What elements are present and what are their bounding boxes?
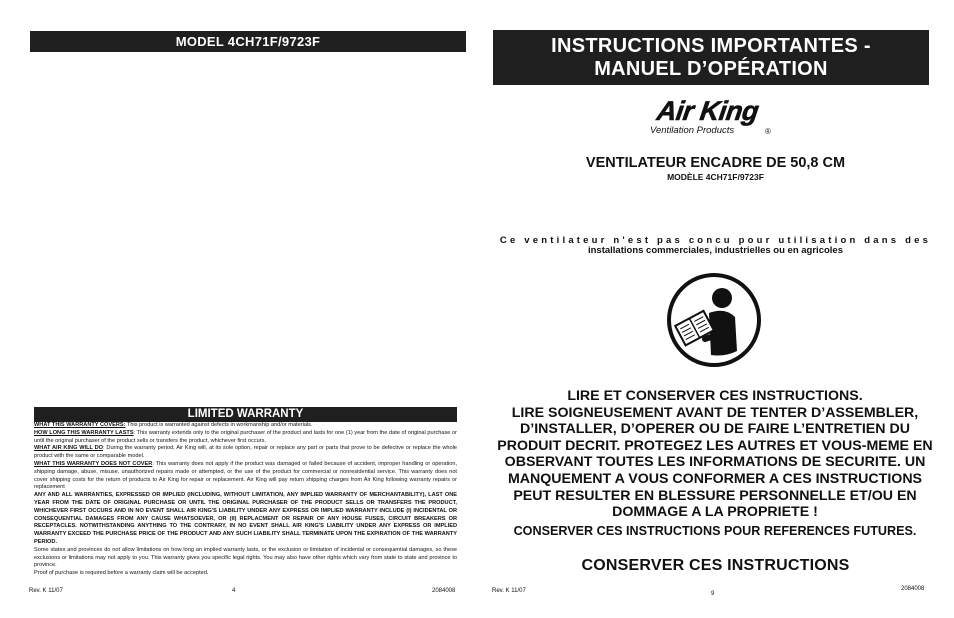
covers-text: This product is warranted against defects in workmanship and/or materials. bbox=[125, 422, 313, 428]
notice-line-1: Ce ventilateur n'est pas concu pour utilisation dans des bbox=[499, 235, 932, 246]
lasts-text: : This warranty extends only to the original purchaser of the product and lasts for one (1) year from the date of original purchase or until the original purchaser of the product sells or transfers the product, whichever first occurs. bbox=[34, 429, 457, 444]
person-reading-manual-icon bbox=[665, 271, 763, 369]
instruction-line: MANQUEMENT A VOUS CONFORMER A CES INSTRUCTIONS bbox=[507, 470, 923, 487]
warranty-text bbox=[34, 422, 457, 578]
limited-warranty-header: LIMITED WARRANTY bbox=[34, 407, 457, 422]
warranty-lasts bbox=[34, 430, 457, 446]
product-model: MODÈLE 4CH71F/9723F bbox=[667, 172, 764, 182]
right-footer-code: 2084008 bbox=[901, 586, 925, 592]
safety-instructions bbox=[495, 388, 935, 539]
left-footer-code: 2084008 bbox=[432, 588, 456, 594]
notice-line-2: installations commerciales, industrielles ou en agricoles bbox=[587, 245, 843, 256]
right-footer-page: 9 bbox=[711, 591, 715, 597]
conserve-heading: CONSERVER CES INSTRUCTIONS bbox=[581, 557, 850, 574]
logo-registered: ® bbox=[765, 127, 771, 136]
instruction-line: LIRE SOIGNEUSEMENT AVANT DE TENTER D’ASSEMBLER, bbox=[511, 404, 919, 421]
title-line-1: INSTRUCTIONS IMPORTANTES - bbox=[551, 35, 871, 57]
will-do-text: : During the warranty period, Air King will, at its sole option, repair or replace any part or parts that prove to be defective or replace the whole product with the same or comparable model. bbox=[34, 445, 457, 460]
product-title: VENTILATEUR ENCADRE DE 50,8 CM bbox=[585, 155, 846, 171]
logo-tagline: Ventilation Products bbox=[650, 125, 735, 136]
warranty-states: Some states and provinces do not allow limitations on how long an implied warranty lasts, or the exclusion or limitation of incidental or consequential damages, so these exclusions or limitations may not apply to you. This warranty gives you specific legal rights. You may also have other rights which vary from state to state and province to province. bbox=[34, 546, 457, 569]
not-cover-label: WHAT THIS WARRANTY DOES NOT COVER bbox=[34, 460, 153, 467]
warranty-implied: ANY AND ALL WARRANTIES, EXPRESSED OR IMPLIED (INCLUDING, WITHOUT LIMITATION, ANY IMPLIED WARRANTY OF MERCHANTABILITY), LAST ONE YEAR FROM THE DATE OF ORIGINAL PURCHASE OR UNTIL THE ORIGINAL PURCHASER OF THE PRODUCT SELLS OR TRANSFERS THE PRODUCT, WHICHEVER FIRST OCCURS AND IN NO EVENT SHALL AIR KING'S LIABILITY UNDER ANY EXPRESS OR IMPLIED WARRANTY INCLUDE (I) INCIDENTAL OR CONSEQUENTIAL DAMAGES FROM ANY CAUSE WHATSOEVER, OR (II) REPLACMENT OR REPAIR OF ANY HOUSE FUSES, CIRCUIT BREAKERS OR RECEPTACLES. NOTWITHSTANDING ANYTHING TO THE CONTRARY, IN NO EVENT SHALL AIR KING'S LIABILITY UNDER ANY EXPRESS OR IMPLIED WARRANTY EXCEED THE PURCHASE PRICE OF THE PRODUCT AND ANY SUCH LIABILITY SHALL TERMINATE UPON THE EXPIRATION OF THE WARRANTY PERIOD. bbox=[34, 492, 457, 545]
right-page bbox=[477, 0, 954, 618]
instruction-line: PRODUIT DECRIT. PROTEGEZ LES AUTRES ET VOUS-MEME EN bbox=[497, 437, 933, 454]
instruction-line: D’INSTALLER, D’OPERER OU DE FAIRE L’ENTRETIEN DU bbox=[520, 421, 910, 438]
lasts-label: HOW LONG THIS WARRANTY LASTS bbox=[34, 429, 134, 436]
left-footer-rev: Rev. K 11/07 bbox=[29, 588, 63, 594]
instruction-keep-line: CONSERVER CES INSTRUCTIONS POUR REFERENCES FUTURES. bbox=[513, 523, 917, 538]
covers-label: WHAT THIS WARRANTY COVERS: bbox=[34, 422, 126, 428]
instruction-line: LIRE ET CONSERVER CES INSTRUCTIONS. bbox=[567, 388, 863, 404]
will-do-label: WHAT AIR KING WILL DO bbox=[34, 445, 104, 452]
warranty-covers bbox=[34, 422, 457, 430]
right-footer-rev: Rev. K 11/07 bbox=[492, 588, 526, 594]
logo-brand: Air King bbox=[655, 95, 761, 126]
title-header bbox=[493, 30, 929, 85]
warranty-not-cover bbox=[34, 461, 457, 492]
title-line-2: MANUEL D’OPÉRATION bbox=[594, 58, 828, 80]
warranty-will-do bbox=[34, 445, 457, 461]
instruction-line: PEUT RESULTER EN BLESSURE PERSONNELLE ET/OU EN bbox=[513, 487, 917, 504]
left-footer-page: 4 bbox=[232, 588, 236, 594]
instruction-line: DOMMAGE A LA PROPRIETE ! bbox=[612, 504, 818, 521]
not-cover-text: : This warranty does not apply if the product was damaged or failed because of accident, improper handling or operation, shipping damage, abuse, misuse, unauthorized repairs made or attempted, or the use of the product for commercial or nonresidential service. This warranty does not cover shipping costs for the return of products to Air King for repair or replacement. Air King will pay return shipping charges from Air King following warranty repairs or replacement bbox=[34, 460, 458, 491]
model-header: MODEL 4CH71F/9723F bbox=[30, 31, 466, 52]
instruction-line: OBSERVANT TOUTES LES INFORMATIONS DE SECURITE. UN bbox=[504, 454, 926, 471]
warranty-proof: Proof of purchase is required before a warranty claim will be accepted. bbox=[34, 570, 209, 577]
air-king-logo bbox=[638, 95, 788, 141]
